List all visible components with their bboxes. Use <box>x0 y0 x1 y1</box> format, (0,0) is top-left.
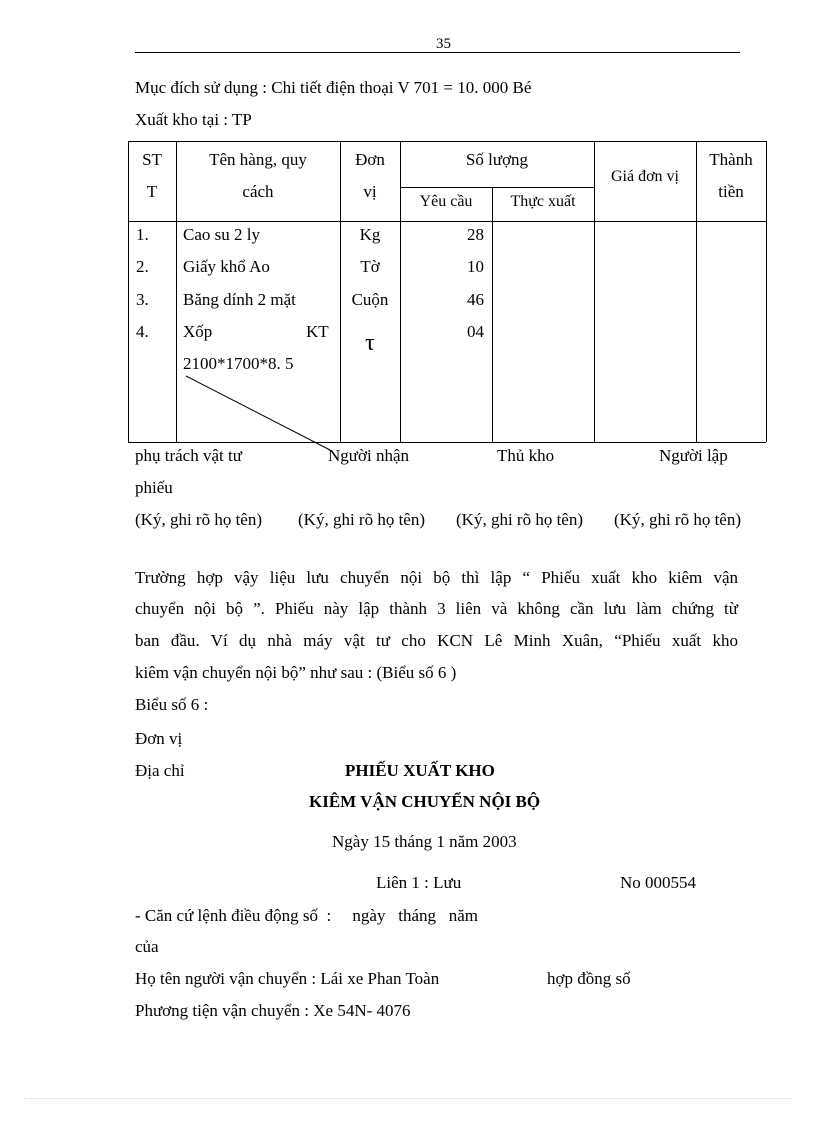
header-requested: Yêu cầu <box>419 193 473 210</box>
signature-note: (Ký, ghi rõ họ tên) <box>135 510 263 529</box>
signature-note: (Ký, ghi rõ họ tên) <box>456 510 584 529</box>
signature-note: (Ký, ghi rõ họ tên) <box>614 510 742 529</box>
warehouse-line: Xuất kho tại : TP <box>135 110 252 129</box>
page-number: 35 <box>436 36 451 52</box>
header-total-line1: Thành <box>709 150 753 169</box>
header-unit-line2: vị <box>363 182 377 201</box>
contract-label: hợp đồng số <box>547 969 631 988</box>
transporter-line: Họ tên người vận chuyển : Lái xe Phan Toàn <box>135 969 440 988</box>
row-name: Giấy khổ Ao <box>183 257 270 276</box>
paragraph-line: Trường hợp vậy liệu lưu chuyển nội bộ thì lập “ Phiếu xuất kho kiêm vận <box>135 568 738 587</box>
diagonal-stroke <box>180 372 340 454</box>
row-requested: 28 <box>467 225 484 244</box>
paragraph-line: kiêm vận chuyển nội bộ” như sau : (Biểu số 6 ) <box>135 663 457 682</box>
form-title-line1: PHIẾU XUẤT KHO <box>345 761 495 780</box>
header-name-line2: cách <box>242 182 274 201</box>
paragraph-line: chuyển nội bộ ”. Phiếu này lập thành 3 liên và không cần lưu làm chứng từ <box>135 599 738 618</box>
signature-role-receiver: Người nhận <box>328 446 409 465</box>
row-unit: Tờ <box>360 257 380 276</box>
vehicle-line: Phương tiện vận chuyển : Xe 54N- 4076 <box>135 1001 411 1020</box>
header-rule <box>135 52 740 53</box>
header-stt-line1: ST <box>142 150 162 169</box>
form-date: Ngày 15 tháng 1 năm 2003 <box>332 832 517 851</box>
header-stt <box>128 144 176 208</box>
row-requested: 46 <box>467 290 484 309</box>
purpose-line: Mục đích sử dụng : Chi tiết điện thoại V 701 = 10. 000 Bé <box>135 78 532 97</box>
table-border-top <box>128 141 766 142</box>
footer-dotted-rule <box>24 1098 792 1099</box>
header-name-line1: Tên hàng, quy <box>209 150 307 169</box>
header-unit <box>340 144 400 208</box>
form-label: Biểu số 6 : <box>135 695 209 714</box>
header-total-line2: tiền <box>718 182 744 201</box>
header-stt-line2: T <box>146 182 158 201</box>
header-quantity: Số lượng <box>465 150 529 169</box>
signature-role-keeper: Thủ kho <box>497 446 555 465</box>
row-requested: 04 <box>467 322 484 341</box>
unit-label: Đơn vị <box>135 729 183 748</box>
signature-role-supply: phụ trách vật tư <box>135 446 242 465</box>
row-stt: 4. <box>136 322 149 341</box>
row-requested: 10 <box>467 257 484 276</box>
order-basis-line: - Căn cứ lệnh điều động số : ngày tháng năm <box>135 906 479 925</box>
row-stt: 1. <box>136 225 149 244</box>
header-total <box>696 144 766 208</box>
row-stt: 2. <box>136 257 149 276</box>
paragraph-line: ban đầu. Ví dụ nhà máy vật tư cho KCN Lê Minh Xuân, “Phiếu xuất kho <box>135 631 738 650</box>
row-stt: 3. <box>136 290 149 309</box>
row-name-left: Xốp <box>183 322 213 341</box>
row-unit: Cuộn <box>351 290 389 309</box>
table-border-right <box>766 141 767 442</box>
header-unit-line1: Đơn <box>355 150 385 169</box>
row-name-line2: 2100*1700*8. 5 <box>183 354 294 373</box>
col-divider <box>492 187 493 442</box>
row-unit: Kg <box>359 225 381 244</box>
form-title-line2: KIÊM VẬN CHUYỂN NỘI BỘ <box>309 792 541 811</box>
row-unit: τ <box>365 330 375 356</box>
form-number: No 000554 <box>620 873 697 892</box>
header-unit-price: Giá đơn vị <box>610 168 679 185</box>
form-copy: Liên 1 : Lưu <box>376 873 462 892</box>
header-actual: Thực xuất <box>510 193 576 210</box>
signature-role-supply-cont: phiếu <box>135 478 173 497</box>
signature-note: (Ký, ghi rõ họ tên) <box>298 510 426 529</box>
row-name: Băng dính 2 mặt <box>183 290 296 309</box>
header-name <box>176 144 340 208</box>
row-name: Cao su 2 ly <box>183 225 260 244</box>
of-line: của <box>135 937 159 956</box>
table-header-bottom <box>128 221 766 222</box>
address-label: Địa chỉ <box>135 761 185 780</box>
row-name-right: KT <box>306 322 329 341</box>
signature-role-preparer: Người lập <box>659 446 728 465</box>
